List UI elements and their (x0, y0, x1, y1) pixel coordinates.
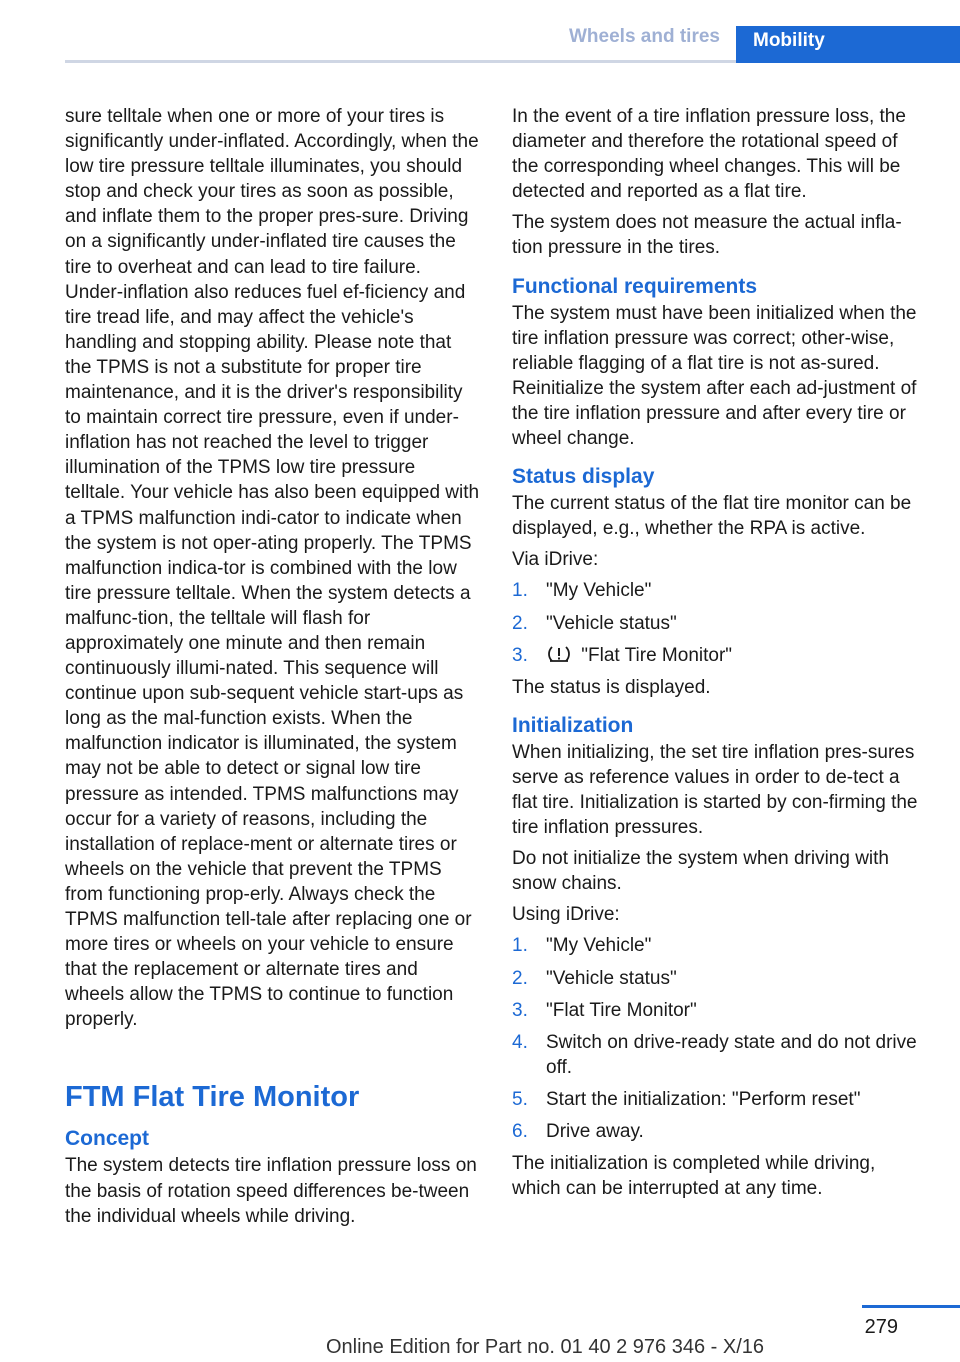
step-text: "Flat Tire Monitor" (581, 644, 733, 666)
step-number: 1. (512, 935, 528, 957)
paragraph-no-measure: The system does not measure the actual infla-tion pressure in the tires. (512, 212, 902, 259)
step-number: 2. (512, 612, 528, 634)
functional-requirements-heading: Functional requirements (512, 274, 758, 298)
initialization-heading: Initialization (512, 713, 634, 737)
step-number: 3. (512, 644, 528, 666)
initialization-warning: Do not initialize the system when driving with snow chains. (512, 848, 890, 895)
section-title: FTM Flat Tire Monitor (65, 1081, 360, 1114)
using-idrive-label: Using iDrive: (512, 904, 620, 926)
step-text: Switch on drive-ready state and do not drive off. (546, 1031, 917, 1078)
right-column (512, 104, 927, 1207)
step-text: "Vehicle status" (546, 612, 677, 634)
header-section-title: Wheels and tires (569, 26, 720, 47)
step-number: 3. (512, 999, 528, 1021)
page-number: 279 (864, 1316, 898, 1338)
concept-text: The system detects tire inflation pressure loss on the basis of rotation speed differences be-tween the individual wheels while driving. (65, 1155, 477, 1227)
concept-heading: Concept (65, 1127, 149, 1151)
list-item (512, 643, 927, 668)
initialization-completed: The initialization is completed while driving, which can be interrupted at any time. (512, 1153, 876, 1200)
step-text: "Vehicle status" (546, 967, 677, 989)
step-text: "My Vehicle" (546, 935, 652, 957)
status-display-text: The current status of the flat tire monitor can be displayed, e.g., whether the RPA is active. (512, 493, 912, 540)
list-item (512, 1087, 927, 1112)
step-number: 5. (512, 1088, 528, 1110)
init-steps-list (512, 933, 927, 1144)
list-item (512, 578, 927, 603)
step-number: 1. (512, 580, 528, 602)
paragraph-pressure-loss: In the event of a tire inflation pressure loss, the diameter and therefore the rotational speed of the corresponding wheel changes. This will be detected and reported as a flat tire. (512, 106, 906, 203)
flat-tire-warning-icon (546, 645, 572, 663)
step-number: 2. (512, 967, 528, 989)
header-chapter-tab: Mobility (736, 26, 960, 63)
intro-paragraph: sure telltale when one or more of your tires is significantly under-inflated. Accordingly, when the low tire pressure telltale illuminates, you should stop and check your tires as soon as possible, and inflate them to the proper pres-sure. Driving on a significantly under-inflated tire causes the tire to overheat and can lead to tire failure. Under-inflation also reduces fuel ef-ficiency and tire tread life, and may affect the vehicle's handling and stopping ability. Please note that the TPMS is not a substitute for proper tire maintenance, and it is the driver's responsibility to maintain correct tire pressure, even if under-inflation has not reached the level to trigger illumination of the TPMS low tire pressure telltale. Your vehicle has also been equipped with a TPMS malfunction indi-cator to indicate when the system is not oper-ating properly. The TPMS malfunction indica-tor is combined with the low tire pressure telltale. When the system detects a malfunc-tion, the telltale will flash for approximately one minute and then remain continuously illumi-nated. This sequence will continue upon sub-sequent vehicle start-ups as long as the mal-function exists. When the malfunction indicator is illuminated, the system may not be able to detect or signal low tire pressure as intended. TPMS malfunctions may occur for a variety of reasons, including the installation of replace-ment or alternate tires or wheels on the vehicle that prevent the TPMS from functioning prop-erly. Always check the TPMS malfunction tell-tale after replacing one or more tires or wheels on your vehicle to ensure that the replacement or alternate tires and wheels allow the TPMS to continue to function properly. (65, 106, 480, 1031)
list-item (512, 1119, 927, 1144)
step-text: "My Vehicle" (546, 580, 652, 602)
status-steps-list (512, 578, 927, 667)
step-text: "Flat Tire Monitor" (546, 999, 697, 1021)
footer-rule (862, 1305, 960, 1308)
step-text: Drive away. (546, 1121, 644, 1142)
functional-requirements-text: The system must have been initialized when the tire inflation pressure was correct; other-wise, reliable flagging of a flat tire is not as-sured. Reinitialize the system after each ad-justment of the tire inflation pressure and after every tire or wheel change. (512, 302, 917, 450)
initialization-text: When initializing, the set tire inflation pres-sures serve as reference values in order to de-tect a flat tire. Initialization is started by con-firming the tire inflation pressures. (512, 741, 918, 839)
step-number: 4. (512, 1031, 528, 1053)
step-text: Start the initialization: "Perform reset" (546, 1088, 861, 1110)
footer-edition: Online Edition for Part no. 01 40 2 976 346 - X/16 (325, 1336, 765, 1358)
list-item (512, 966, 927, 991)
list-item (512, 611, 927, 636)
list-item (512, 998, 927, 1023)
list-item (512, 933, 927, 958)
list-item (512, 1030, 927, 1080)
left-column (65, 104, 480, 1235)
step-number: 6. (512, 1121, 528, 1142)
via-idrive-label: Via iDrive: (512, 549, 599, 571)
status-display-heading: Status display (512, 465, 655, 489)
status-result: The status is displayed. (512, 676, 711, 698)
